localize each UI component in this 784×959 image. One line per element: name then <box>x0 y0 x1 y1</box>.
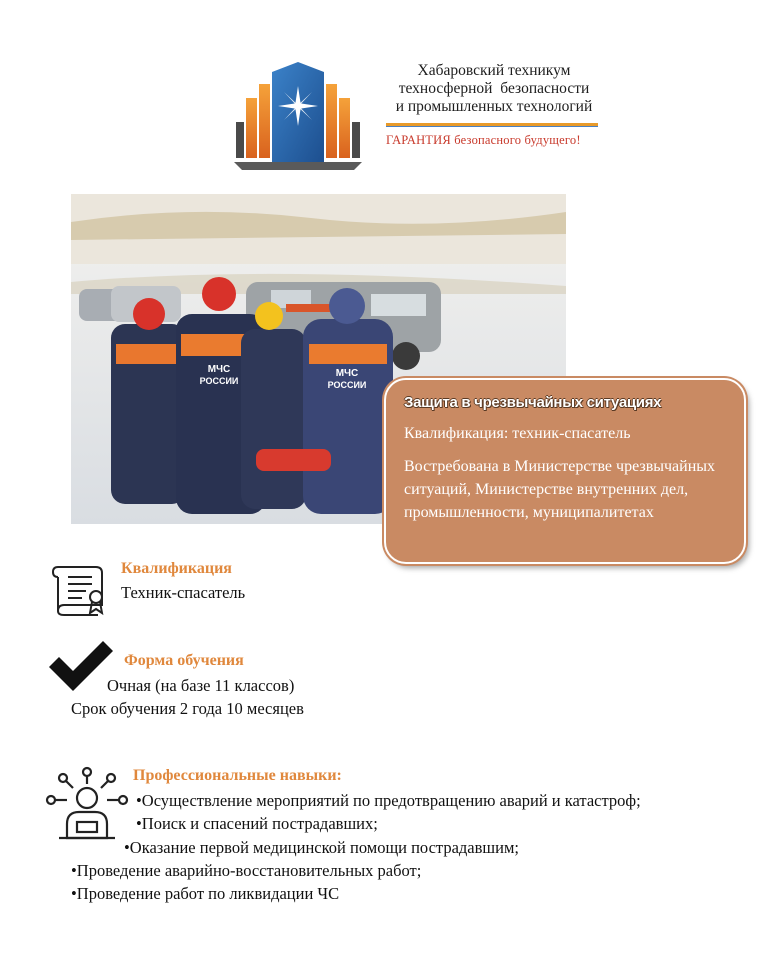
study-form-value: Очная (на базе 11 классов) <box>107 676 295 695</box>
logo-divider-thin <box>386 126 598 127</box>
skills-title: Профессиональные навыки: <box>133 767 342 784</box>
qualification-title: Квалификация <box>121 560 232 577</box>
study-duration: Срок обучения 2 года 10 месяцев <box>71 699 304 718</box>
certificate-icon <box>50 561 108 617</box>
skill-item: •Поиск и спасений пострадавших; <box>136 814 378 833</box>
program-demand: Востребована в Министерстве чрезвычайных ситуаций, Министерстве внутренних дел, промышленности, муниципалитетах <box>404 458 716 521</box>
vest-text: МЧС <box>335 368 359 379</box>
college-logo-icon <box>234 62 362 170</box>
program-title: Защита в чрезвычайных ситуациях <box>404 394 662 411</box>
study-form-title: Форма обучения <box>124 652 244 669</box>
vest-text: МЧС <box>207 364 231 375</box>
vest-text: РОССИИ <box>327 380 367 390</box>
skill-item: •Осуществление мероприятий по предотвращению аварий и катастроф; <box>136 791 641 810</box>
program-info-card <box>384 378 746 564</box>
college-name-line: и промышленных технологий <box>395 98 593 115</box>
skill-item: •Оказание первой медицинской помощи пострадавшим; <box>124 838 519 857</box>
slogan: ГАРАНТИЯ безопасного будущего! <box>386 133 581 147</box>
college-name-line: Хабаровский техникум <box>417 62 571 79</box>
skill-item: •Проведение работ по ликвидации ЧС <box>71 884 340 903</box>
college-name <box>388 62 600 116</box>
qualification-value: Техник-спасатель <box>121 583 246 602</box>
checkmark-icon <box>47 641 115 691</box>
skills-person-icon <box>45 766 129 842</box>
skill-item: •Проведение аварийно-восстановительных работ; <box>71 861 422 880</box>
college-name-line: техносферной безопасности <box>398 80 590 97</box>
vest-text: РОССИИ <box>199 376 239 386</box>
program-qualification: Квалификация: техник-спасатель <box>404 425 631 442</box>
